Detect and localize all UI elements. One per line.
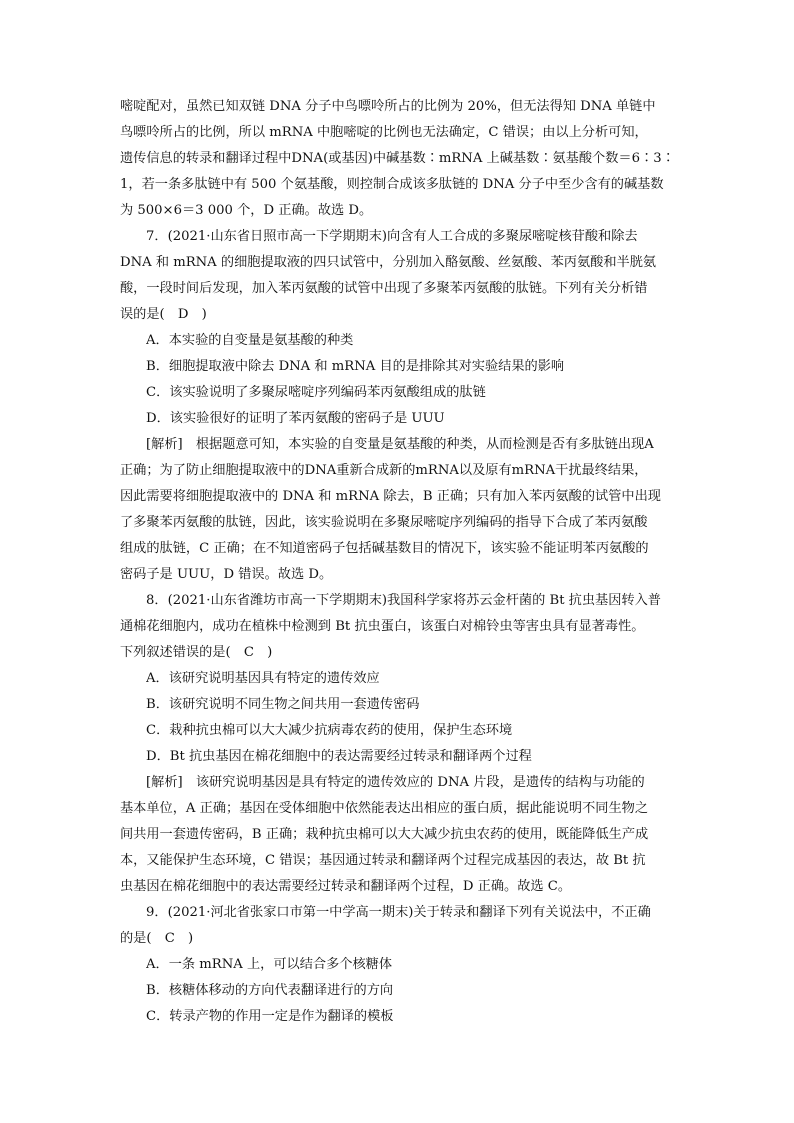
text-line: 间共用一套遗传密码，B 正确；栽种抗虫棉可以大大减少抗虫农药的使用，既能降低生产成 <box>120 827 649 842</box>
text-line: 酸，一段时间后发现，加入苯丙氨酸的试管中出现了多聚苯丙氨酸的肽链。下列有关分析错 <box>120 281 648 296</box>
option-a: A．本实验的自变量是氨基酸的种类 <box>146 333 354 348</box>
option-d: D．该实验很好的证明了苯丙氨酸的密码子是 UUU <box>146 411 445 426</box>
analysis-7: [解析] 根据题意可知，本实验的自变量是氨基酸的种类，从而检测是否有多肽链出现A <box>146 437 654 452</box>
text-line: 嘧啶配对，虽然已知双链 DNA 分子中鸟嘌呤所占的比例为 20%，但无法得知 DNA 单链中 <box>120 99 656 114</box>
text-line: 组成的肽链，C 正确；在不知道密码子包括碱基数目的情况下，该实验不能证明苯丙氨酸的 <box>120 541 649 556</box>
question-7-stem: 7．(2021·山东省日照市高一下学期期末)向含有人工合成的多聚尿嘧啶核苷酸和除去 <box>146 229 638 244</box>
text-line: 为 500×6＝3 000 个，D 正确。故选 D。 <box>120 203 373 218</box>
option-b: B．核糖体移动的方向代表翻译进行的方向 <box>146 983 394 998</box>
option-c: C．该实验说明了多聚尿嘧啶序列编码苯丙氨酸组成的肽链 <box>146 385 486 400</box>
analysis-8: [解析] 该研究说明基因是具有特定的遗传效应的 DNA 片段，是遗传的结构与功能的 <box>146 775 645 790</box>
text-line: 下列叙述错误的是( C ) <box>120 645 273 660</box>
text-line: 正确；为了防止细胞提取液中的DNA重新合成新的mRNA以及原有mRNA干扰最终结果， <box>120 463 648 478</box>
option-b: B．细胞提取液中除去 DNA 和 mRNA 目的是排除其对实验结果的影响 <box>146 359 565 374</box>
text-line: 的是( C ) <box>120 931 194 946</box>
question-9-stem: 9．(2021·河北省张家口市第一中学高一期末)关于转录和翻译下列有关说法中，不正确 <box>146 905 651 920</box>
text-line: 误的是( D ) <box>120 307 207 322</box>
text-line: 本，又能保护生态环境，C 错误；基因通过转录和翻译两个过程完成基因的表达，故 Bt 抗 <box>120 853 646 868</box>
text-line: 1，若一条多肽链中有 500 个氨基酸，则控制合成该多肽链的 DNA 分子中至少含有的碱基数 <box>120 177 664 192</box>
question-8-stem: 8．(2021·山东省潍坊市高一下学期期末)我国科学家将苏云金杆菌的 Bt 抗虫基因转入普 <box>146 593 661 608</box>
option-c: C．转录产物的作用一定是作为翻译的模板 <box>146 1009 394 1024</box>
text-line: 虫基因在棉花细胞中的表达需要经过转录和翻译两个过程，D 正确。故选 C。 <box>120 879 572 894</box>
option-b: B．该研究说明不同生物之间共用一套遗传密码 <box>146 697 420 712</box>
text-line: 密码子是 UUU，D 错误。故选 D。 <box>120 567 333 582</box>
text-line: 了多聚苯丙氨酸的肽链，因此，该实验说明在多聚尿嘧啶序列编码的指导下合成了苯丙氨酸 <box>120 515 648 530</box>
text-line: 鸟嘌呤所占的比例，所以 mRNA 中胞嘧啶的比例也无法确定，C 错误；由以上分析可知， <box>120 125 648 140</box>
option-a: A．一条 mRNA 上，可以结合多个核糖体 <box>146 957 393 972</box>
text-line: 基本单位，A 正确；基因在受体细胞中依然能表达出相应的蛋白质，据此能说明不同生物之 <box>120 801 649 816</box>
option-a: A．该研究说明基因具有特定的遗传效应 <box>146 671 380 686</box>
text-line: 遗传信息的转录和翻译过程中DNA(或基因)中碱基数∶mRNA 上碱基数∶氨基酸个数＝6∶3∶ <box>120 151 675 166</box>
text-line: 通棉花细胞内，成功在植株中检测到 Bt 抗虫蛋白，该蛋白对棉铃虫等害虫具有显著毒性。 <box>120 619 645 634</box>
option-c: C．栽种抗虫棉可以大大减少抗病毒农药的使用，保护生态环境 <box>146 723 513 738</box>
option-d: D．Bt 抗虫基因在棉花细胞中的表达需要经过转录和翻译两个过程 <box>146 749 532 764</box>
text-line: DNA 和 mRNA 的细胞提取液的四只试管中，分别加入酪氨酸、丝氨酸、苯丙氨酸和半胱氨 <box>120 255 657 270</box>
text-line: 因此需要将细胞提取液中的 DNA 和 mRNA 除去，B 正确；只有加入苯丙氨酸的试管中出现 <box>120 489 661 504</box>
